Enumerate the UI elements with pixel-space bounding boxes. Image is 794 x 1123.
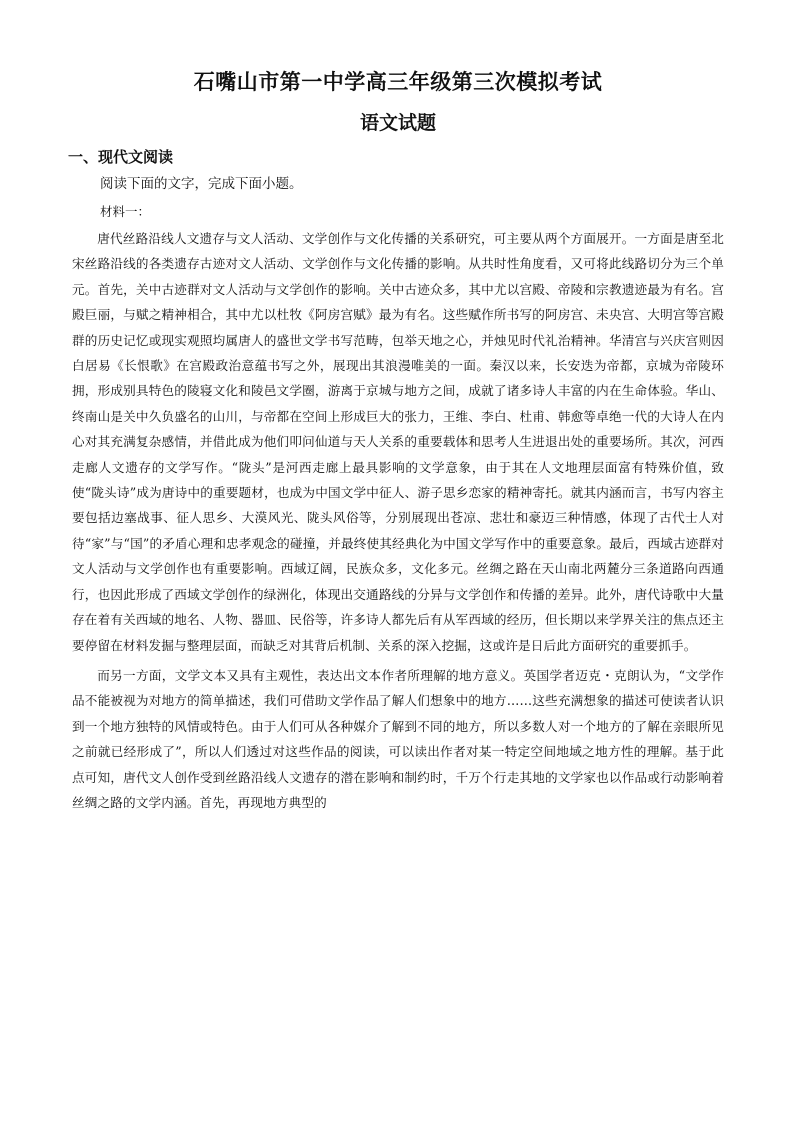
reading-instruction: 阅读下面的文字，完成下面小题。: [100, 176, 303, 192]
paragraph-1: 唐代丝路沿线人文遗存与文人活动、文学创作与文化传播的关系研究，可主要从两个方面展开。一方面是唐至北宋丝路沿线的各类遗存古迹对文人活动、文学创作与文化传播的影响。从共时性角度看，又可将此线路切分为三个单元。首先，关中古迹群对文人活动与文学创作的影响。关中古迹众多，其中尤以宫殿、帝陵和宗教遗迹最为有名。宫殿巨丽，与赋之精神相合，其中尤以杜牧《阿房宫赋》最为有名。这些赋作所书写的阿房宫、未央宫、大明宫等宫殿群的历史记忆或现实观照均属唐人的盛世文学书写范畴，包举天地之心，并烛见时代礼治精神。华清宫与兴庆宫则因白居易《长恨歌》在宫殿政治意蕴书写之外，展现出其浪漫唯美的一面。秦汉以来，长安迭为帝都，京城为帝陵环拥，形成别具特色的陵寝文化和陵邑文学圈，游离于京城与地方之间，成就了诸多诗人丰富的内在生命体验。华山、终南山是关中久负盛名的山川，与帝都在空间上形成巨大的张力，王维、李白、杜甫、韩愈等卓绝一代的大诗人在内心对其充满复杂感情，并借此成为他们叩问仙道与天人关系的重要载体和思考人生进退出处的重要场所。其次，河西走廊人文遗存的文学写作。“陇头”是河西走廊上最具影响的文学意象，由于其在人文地理层面富有特殊价值，致使“陇头诗”成为唐诗中的重要题材，也成为中国文学中征人、游子思乡恋家的精神寄托。就其内涵而言，书写内容主要包括边塞战事、征人思乡、大漠风光、陇头风俗等，分别展现出苍凉、悲壮和豪迈三种情感，体现了古代士人对待“家”与“国”的矛盾心理和忠孝观念的碰撞，并最终使其经典化为中国文学写作中的重要意象。最后，西域古迹群对文人活动与文学创作也有重要影响。西域辽阔，民族众多，文化多元。丝绸之路在天山南北两麓分三条道路向西通行，也因此形成了西域文学创作的绿洲化，体现出交通路线的分异与文学创作和传播的差异。此外，唐代诗歌中大量存在着有关西域的地名、人物、器皿、民俗等，许多诗人都先后有从军西域的经历，但长期以来学界关注的焦点还主要停留在材料发掘与整理层面，而缺乏对其背后机制、关系的深入挖掘，这或许是日后此方面研究的重要抓手。: [72, 231, 724, 653]
paragraph-2: 而另一方面，文学文本又具有主观性，表达出文本作者所理解的地方意义。英国学者迈克・克朗认为，“文学作品不能被视为对地方的简单描述，我们可借助文学作品了解人们想象中的地方……这些充满想象的描述可使读者认识到一个地方独特的风情或特色。由于人们可从各种媒介了解到不同的地方，所以多数人对一个地方的了解在亲眼所见之前就已经形成了”，所以人们透过对这些作品的阅读，可以读出作者对某一特定空间地域之地方性的理解。基于此点可知，唐代文人创作受到丝路沿线人文遗存的潜在影响和制约时，千万个行走其地的文学家也以作品或行动影响着丝绸之路的文学内涵。首先，再现地方典型的: [72, 667, 724, 810]
section-heading: 一、现代文阅读: [68, 148, 174, 166]
material-label: 材料一：: [100, 204, 151, 219]
exam-subtitle: 语文试题: [359, 112, 436, 134]
exam-title: 石嘴山市第一中学高三年级第三次模拟考试: [193, 70, 603, 94]
